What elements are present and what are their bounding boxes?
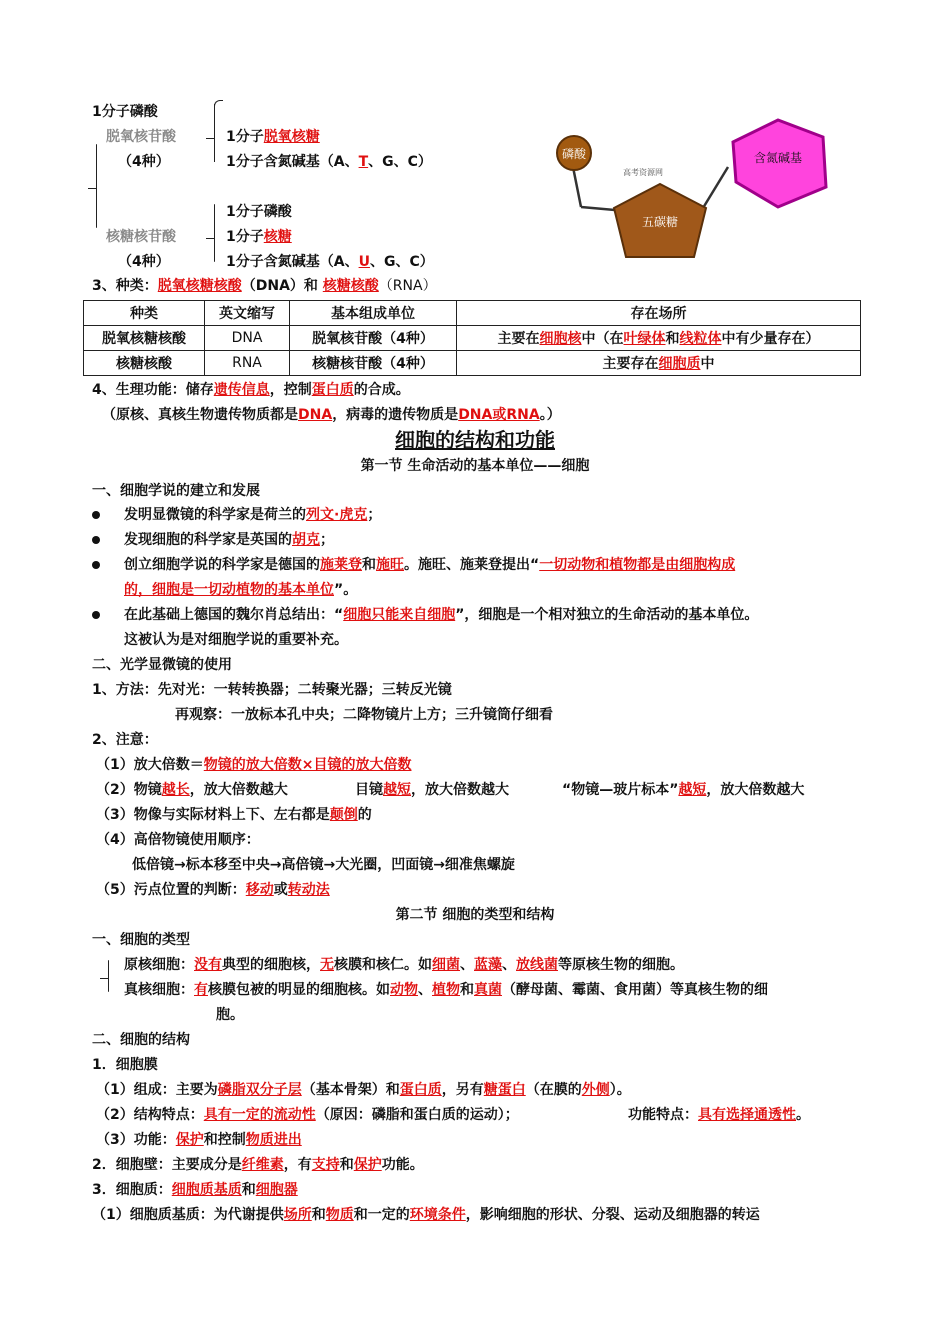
table-cell: 脱氧核糖核酸 bbox=[84, 326, 205, 351]
nucleotide-diagram bbox=[548, 112, 848, 272]
method-line-2: 再观察：一放标本孔中央；二降物镜片上方；三升镜筒仔细看 bbox=[175, 707, 553, 723]
table-header-row bbox=[84, 301, 861, 326]
table-header: 种类 bbox=[84, 301, 205, 326]
bullet-microscope-inventor: 发明显微镜的科学家是荷兰的列文·虎克； bbox=[124, 507, 382, 523]
heading-microscope: 二、光学显微镜的使用 bbox=[92, 657, 232, 673]
note-1: （1）放大倍数＝物镜的放大倍数×目镜的放大倍数 bbox=[96, 757, 412, 773]
note-2-eyepiece: 目镜越短，放大倍数越大 bbox=[355, 782, 509, 798]
ribo-count: （4种） bbox=[118, 254, 170, 270]
diagram-watermark: 高考资源网 bbox=[623, 168, 663, 177]
table-cell: 核糖核酸 bbox=[84, 351, 205, 376]
genetic-material-note: （原核、真核生物遗传物质都是DNA，病毒的遗传物质是DNA或RNA。） bbox=[102, 407, 561, 423]
brace-ribo bbox=[214, 204, 215, 262]
ribo-sugar-line: 1分子核糖 bbox=[226, 229, 292, 245]
note-5: （5）污点位置的判断：移动或转动法 bbox=[96, 882, 330, 898]
eukaryotic-cell-cont: 胞。 bbox=[216, 1007, 244, 1023]
table-cell: RNA bbox=[205, 351, 290, 376]
bullet-dot bbox=[92, 536, 100, 544]
deoxy-base-line: 1分子含氮碱基（A、T、G、C） bbox=[226, 154, 432, 170]
table-cell: 主要存在细胞质中 bbox=[457, 351, 861, 376]
note-4: （4）高倍物镜使用顺序： bbox=[96, 832, 260, 848]
note-4-steps: 低倍镜→标本移至中央→高倍镜→大光圈，凹面镜→细准焦螺旋 bbox=[132, 857, 515, 873]
heading-membrane: 1．细胞膜 bbox=[92, 1057, 158, 1073]
bond-line-3 bbox=[703, 167, 728, 208]
bullet-virchow: 在此基础上德国的魏尔肖总结出：“细胞只能来自细胞”，细胞是一个相对独立的生命活动的基本单位。 bbox=[124, 607, 759, 623]
bullet-cell-discoverer: 发现细胞的科学家是英国的胡克； bbox=[124, 532, 334, 548]
membrane-composition: （1）组成：主要为磷脂双分子层（基本骨架）和蛋白质，另有糖蛋白（在膜的外侧）。 bbox=[96, 1082, 631, 1098]
cell-wall: 2．细胞壁：主要成分是纤维素，有支持和保护功能。 bbox=[92, 1157, 424, 1173]
prokaryotic-cell: 原核细胞：没有典型的细胞核，无核膜和核仁。如细菌、蓝藻、放线菌等原核生物的细胞。 bbox=[124, 957, 684, 973]
brace-top bbox=[214, 100, 223, 111]
bullet-dot bbox=[92, 511, 100, 519]
table-cell: DNA bbox=[205, 326, 290, 351]
section-title-1: 第一节 生命活动的基本单位——细胞 bbox=[360, 458, 590, 474]
table-cell: 主要在细胞核中（在叶绿体和线粒体中有少量存在） bbox=[457, 326, 861, 351]
bullet-cell-theory-cont: 的，细胞是一切动植物的基本单位”。 bbox=[124, 582, 358, 598]
section-title-2: 第二节 细胞的类型和结构 bbox=[395, 907, 555, 923]
note-2-distance: “物镜—玻片标本”越短，放大倍数越大 bbox=[562, 782, 805, 798]
cytoplasm: 3．细胞质：细胞质基质和细胞器 bbox=[92, 1182, 298, 1198]
deoxy-sugar-line: 1分子脱氧核糖 bbox=[226, 129, 320, 145]
deoxy-nucleotide-label: 脱氧核苷酸 bbox=[106, 129, 176, 145]
brace-cell-types-mid bbox=[100, 968, 108, 979]
table-header: 存在场所 bbox=[457, 301, 861, 326]
bond-line-1 bbox=[573, 167, 581, 207]
phosphate-label: 磷酸 bbox=[561, 147, 587, 161]
table-cell: 核糖核苷酸（4种） bbox=[290, 351, 457, 376]
table-row bbox=[84, 351, 861, 376]
note-2: （2）物镜越长，放大倍数越大 bbox=[96, 782, 288, 798]
note-3: （3）物像与实际材料上下、左右都是颠倒的 bbox=[96, 807, 372, 823]
brace-outer-mid bbox=[88, 178, 96, 189]
cytoplasm-matrix: （1）细胞质基质：为代谢提供场所和物质和一定的环境条件，影响细胞的形状、分裂、运动及细胞器的转运 bbox=[92, 1207, 760, 1223]
ribo-nucleotide-label: 核糖核苷酸 bbox=[106, 229, 176, 245]
membrane-structure: （2）结构特点：具有一定的流动性（原因：磷脂和蛋白质的运动）； bbox=[96, 1107, 519, 1123]
brace-cell-types bbox=[108, 960, 109, 992]
brace-mid bbox=[206, 128, 214, 139]
page-title: 细胞的结构和功能 bbox=[395, 428, 555, 452]
deoxy-count: （4种） bbox=[118, 154, 170, 170]
brace-deoxy bbox=[214, 104, 215, 162]
table-row bbox=[84, 326, 861, 351]
heading-cell-structure: 二、细胞的结构 bbox=[92, 1032, 190, 1048]
method-line-1: 1、方法：先对光：一转转换器；二转聚光器；三转反光镜 bbox=[92, 682, 452, 698]
text-phosphate-line: 1分子磷酸 bbox=[92, 104, 158, 120]
base-label: 含氮碱基 bbox=[753, 151, 803, 165]
table-cell: 脱氧核苷酸（4种） bbox=[290, 326, 457, 351]
table-header: 基本组成单位 bbox=[290, 301, 457, 326]
bullet-virchow-cont: 这被认为是对细胞学说的重要补充。 bbox=[124, 632, 348, 648]
membrane-function-feature: 功能特点：具有选择通透性。 bbox=[628, 1107, 810, 1123]
brace-outer bbox=[96, 144, 97, 228]
membrane-function: （3）功能：保护和控制物质进出 bbox=[96, 1132, 302, 1148]
nucleic-acid-table bbox=[83, 300, 861, 376]
eukaryotic-cell: 真核细胞：有核膜包被的明显的细胞核。如动物、植物和真菌（酵母菌、霉菌、食用菌）等真核生物的细 bbox=[124, 982, 768, 998]
notes-heading: 2、注意： bbox=[92, 732, 158, 748]
nucleic-acid-types: 3、种类：脱氧核糖核酸（DNA）和 核糖核酸（RNA） bbox=[92, 278, 437, 294]
bullet-cell-theory-founders: 创立细胞学说的科学家是德国的施莱登和施旺。施旺、施莱登提出“一切动物和植物都是由细胞构成 bbox=[124, 557, 736, 573]
brace-ribo-mid bbox=[206, 228, 214, 239]
sugar-label: 五碳糖 bbox=[641, 215, 679, 229]
ribo-phosphate-line: 1分子磷酸 bbox=[226, 204, 292, 220]
heading-cell-theory: 一、细胞学说的建立和发展 bbox=[92, 483, 260, 499]
heading-cell-types: 一、细胞的类型 bbox=[92, 932, 190, 948]
bullet-dot bbox=[92, 561, 100, 569]
table-header: 英文缩写 bbox=[205, 301, 290, 326]
bullet-dot bbox=[92, 611, 100, 619]
ribo-base-line: 1分子含氮碱基（A、U、G、C） bbox=[226, 254, 434, 270]
physiological-function: 4、生理功能：储存遗传信息，控制蛋白质的合成。 bbox=[92, 382, 410, 398]
